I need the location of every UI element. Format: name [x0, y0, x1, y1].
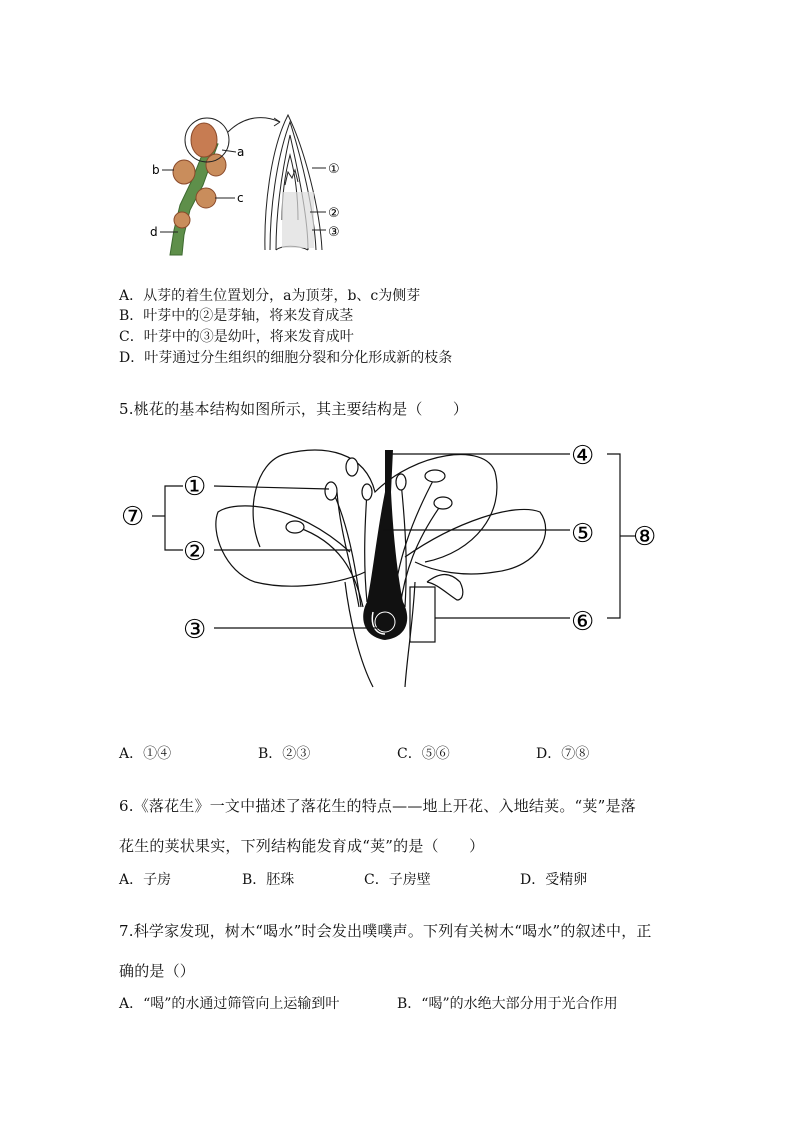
q5-option-b: B．②③ [258, 746, 311, 762]
label-a: a [237, 145, 245, 159]
flower-label-6: ⑥ [571, 607, 595, 637]
q7-stem-line1: 7.科学家发现，树木“喝水”时会发出噗噗声。下列有关树木“喝水”的叙述中，正 [119, 922, 652, 940]
q6-stem-line2: 花生的荚状果实，下列结构能发育成“荚”的是（ ） [119, 837, 485, 855]
flower-label-3: ③ [183, 615, 207, 645]
label-c: c [237, 191, 244, 205]
ovule [375, 612, 395, 632]
q6-stem-line1: 6.《落花生》一文中描述了落花生的特点——地上开花、入地结荚。“荚”是落 [119, 797, 636, 815]
q6-option-a: A．子房 [119, 872, 172, 888]
q7-option-b: B．“喝”的水绝大部分用于光合作用 [397, 996, 618, 1012]
q5-option-d: D．⑦⑧ [536, 746, 590, 762]
flower-label-4: ④ [571, 441, 595, 471]
lateral-bud-lower [174, 212, 190, 228]
q6-option-c: C．子房壁 [364, 872, 431, 888]
lateral-bud-c [196, 188, 216, 208]
flower-label-8: ⑧ [633, 522, 657, 552]
petal-right [405, 509, 546, 574]
flower-figure [115, 432, 675, 694]
label-b: b [152, 163, 160, 177]
q4-option-b: B．叶芽中的②是芽轴，将来发育成茎 [119, 308, 354, 324]
q5-option-a: A．①④ [119, 746, 172, 762]
q7-option-a: A．“喝”的水通过筛管向上运输到叶 [119, 996, 340, 1012]
meristem-texture [282, 192, 314, 248]
q5-option-c: C．⑤⑥ [397, 746, 450, 762]
flower-label-2: ② [183, 537, 207, 567]
q6-option-d: D．受精卵 [520, 872, 588, 888]
lateral-bud-upper [206, 154, 226, 176]
arrow [228, 118, 280, 132]
flower-label-5: ⑤ [571, 519, 595, 549]
label-1: ① [328, 162, 340, 177]
petal-top [253, 450, 497, 562]
flower-label-7: ⑦ [121, 502, 145, 532]
q4-option-c: C．叶芽中的③是幼叶，将来发育成叶 [119, 329, 354, 345]
label-d: d [150, 225, 158, 239]
q5-stem: 5.桃花的基本结构如图所示，其主要结构是（ ） [119, 400, 469, 418]
label-2: ② [328, 206, 340, 221]
lateral-bud-b [173, 160, 195, 184]
flower-label-1: ① [183, 472, 207, 502]
q6-option-b: B．胚珠 [242, 872, 295, 888]
q7-stem-line2: 确的是（） [119, 962, 196, 980]
label-3: ③ [328, 225, 340, 240]
terminal-bud [191, 123, 217, 157]
bud-figure [140, 110, 380, 260]
q4-option-d: D．叶芽通过分生组织的细胞分裂和分化形成新的枝条 [119, 350, 453, 366]
q4-option-a: A．从芽的着生位置划分，a为顶芽，b、c为侧芽 [119, 288, 421, 304]
